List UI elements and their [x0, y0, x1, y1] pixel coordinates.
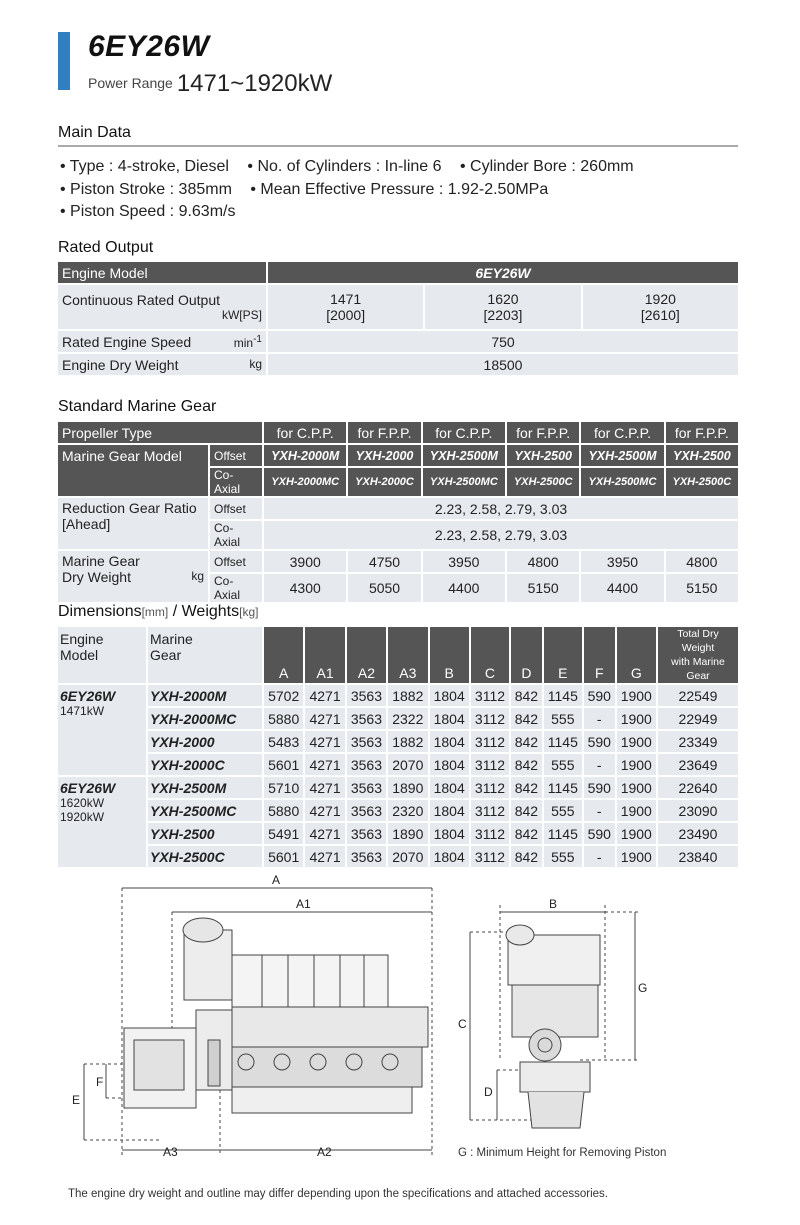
dimension-value: 2320	[388, 800, 427, 821]
col-header: G	[617, 627, 656, 683]
dry-weight-value: 5150	[507, 574, 579, 602]
dimension-value: 3563	[347, 685, 386, 706]
dimension-value: 3563	[347, 754, 386, 775]
dimension-value: 3112	[471, 846, 509, 867]
dimension-value: 1804	[430, 731, 469, 752]
dimension-value: 4271	[305, 685, 344, 706]
dimension-value: 842	[511, 754, 542, 775]
coaxial-label: Co-Axial	[210, 574, 262, 602]
coaxial-label: Co-Axial	[210, 468, 262, 496]
offset-label: Offset	[210, 498, 262, 519]
dimension-value: 4271	[305, 754, 344, 775]
gear-model: YXH-2500	[507, 445, 579, 466]
rated-output-title: Rated Output	[58, 239, 154, 256]
gear-cell: YXH-2500MC	[148, 800, 262, 821]
dimension-value: 3563	[347, 846, 386, 867]
dry-weight-value: 5150	[666, 574, 738, 602]
ratio-coaxial: 2.23, 2.58, 2.79, 3.03	[264, 521, 738, 549]
dimension-value: -	[584, 754, 615, 775]
dry-weight-text: Dry Weight	[62, 569, 131, 585]
dimension-value: 3112	[471, 754, 509, 775]
dry-weight-label: Marine Gear	[62, 553, 140, 569]
col-engine-line: Engine	[60, 631, 104, 647]
dimension-value: 5483	[264, 731, 303, 752]
dimension-value: 1804	[430, 754, 469, 775]
dimension-value: 1900	[617, 777, 656, 798]
dimension-value: 2070	[388, 754, 427, 775]
dimension-value: 590	[584, 731, 615, 752]
dimension-value: 3112	[471, 731, 509, 752]
dry-weight-value: 3900	[264, 551, 346, 572]
dimension-value: 842	[511, 708, 542, 729]
gear-model: YXH-2500MC	[581, 468, 663, 496]
dim-label-f: F	[96, 1075, 104, 1089]
total-weight-value: 23090	[658, 800, 738, 821]
diagram-caption: G : Minimum Height for Removing Piston	[458, 1147, 667, 1159]
prop-type: for F.P.P.	[348, 422, 420, 443]
col-gear-line: Marine	[150, 631, 193, 647]
gear-model: YXH-2500	[666, 445, 738, 466]
dimension-value: 2322	[388, 708, 427, 729]
total-weight-value: 22640	[658, 777, 738, 798]
dimension-value: 3112	[471, 800, 509, 821]
dimension-value: 1804	[430, 823, 469, 844]
dry-weight-value: 4800	[507, 551, 579, 572]
prop-type: for C.P.P.	[423, 422, 505, 443]
gear-model: YXH-2500M	[423, 445, 505, 466]
dimension-value: 1890	[388, 777, 427, 798]
gear-cell: YXH-2000MC	[148, 708, 262, 729]
col-header: A	[264, 627, 303, 683]
dimension-value: 4271	[305, 777, 344, 798]
dimension-value: 1804	[430, 800, 469, 821]
dimension-value: 3563	[347, 800, 386, 821]
gear-cell: YXH-2500M	[148, 777, 262, 798]
dry-weight-unit: kg	[191, 569, 204, 583]
dimension-value: 842	[511, 731, 542, 752]
dimension-value: 842	[511, 685, 542, 706]
dim-label-c: C	[458, 1017, 467, 1031]
dim-label-a2: A2	[317, 1145, 332, 1159]
dimension-value: 5880	[264, 708, 303, 729]
marine-gear-title: Standard Marine Gear	[58, 398, 217, 415]
dim-label-b: B	[549, 897, 558, 911]
dimension-value: 3112	[471, 777, 509, 798]
dimension-value: 5601	[264, 754, 303, 775]
dimension-value: 1900	[617, 754, 656, 775]
dimension-value: 4271	[305, 708, 344, 729]
spec-stroke: • Piston Stroke : 385mm	[60, 181, 232, 198]
dimension-value: 590	[584, 823, 615, 844]
gear-model: YXH-2500M	[581, 445, 663, 466]
dimension-value: 1804	[430, 708, 469, 729]
dimension-value: 5491	[264, 823, 303, 844]
dry-weight-value: 5050	[348, 574, 420, 602]
gear-model: YXH-2000C	[348, 468, 420, 496]
dimension-value: 5702	[264, 685, 303, 706]
cont-output-ps: [2000]	[326, 307, 366, 323]
title-separator: /	[168, 603, 182, 620]
speed-label: Rated Engine Speed	[62, 333, 192, 350]
dimensions-title-text: Dimensions	[58, 603, 142, 620]
spec-type: • Type : 4-stroke, Diesel	[60, 158, 229, 175]
prop-type-label: Propeller Type	[58, 422, 262, 443]
col-header: B	[430, 627, 469, 683]
ratio-label: Reduction Gear Ratio	[62, 500, 197, 516]
dimension-value: 1890	[388, 823, 427, 844]
dry-weight-value: 4300	[264, 574, 346, 602]
engine-power: 1620kW	[60, 796, 105, 810]
dimension-value: 1145	[544, 731, 582, 752]
dimension-value: 1804	[430, 685, 469, 706]
col-header: A1	[305, 627, 344, 683]
dimension-value: 1900	[617, 731, 656, 752]
dimension-value: 1900	[617, 846, 656, 867]
dimension-value: 842	[511, 777, 542, 798]
cont-output-kw: 1620	[487, 291, 519, 307]
main-data-title: Main Data	[58, 124, 131, 141]
gear-model: YXH-2500C	[666, 468, 738, 496]
speed-unit-base: min	[233, 335, 254, 350]
engine-model: 6EY26W	[60, 688, 116, 704]
offset-label: Offset	[210, 551, 262, 572]
dimension-value: 1900	[617, 708, 656, 729]
dim-label-a: A	[272, 873, 281, 887]
dimension-value: -	[584, 708, 615, 729]
rated-header-value: 6EY26W	[268, 262, 738, 283]
engine-power: 1920kW	[60, 810, 105, 824]
dimension-value: 3112	[471, 708, 509, 729]
dry-weight-value: 3950	[581, 551, 663, 572]
spec-piston-speed: • Piston Speed : 9.63m/s	[60, 203, 235, 220]
weights-unit: [kg]	[239, 605, 259, 619]
col-total-line: Total Dry Weight	[677, 628, 719, 654]
dimension-value: 3112	[471, 685, 509, 706]
ratio-offset: 2.23, 2.58, 2.79, 3.03	[264, 498, 738, 519]
col-header: A2	[347, 627, 386, 683]
dimension-value: 842	[511, 800, 542, 821]
dimension-value: 3112	[471, 823, 509, 844]
gear-model: YXH-2000	[348, 445, 420, 466]
dimension-value: -	[584, 800, 615, 821]
cont-output-ps: [2610]	[640, 307, 680, 323]
ratio-label-ahead: [Ahead]	[62, 516, 111, 532]
gear-model: YXH-2500MC	[423, 468, 505, 496]
dimension-value: 3563	[347, 777, 386, 798]
dimension-value: 5880	[264, 800, 303, 821]
dimension-value: -	[584, 846, 615, 867]
dim-label-a1: A1	[296, 897, 311, 911]
dim-label-g: G	[638, 981, 648, 995]
total-weight-value: 22949	[658, 708, 738, 729]
dimension-value: 3563	[347, 823, 386, 844]
dimension-value: 4271	[305, 731, 344, 752]
gear-model: YXH-2500C	[507, 468, 579, 496]
col-header: F	[584, 627, 615, 683]
dimension-value: 1145	[544, 777, 582, 798]
engine-model: 6EY26W	[60, 780, 116, 796]
gear-cell: YXH-2000	[148, 731, 262, 752]
dimension-value: 3563	[347, 731, 386, 752]
dim-label-a3: A3	[163, 1145, 178, 1159]
page-title: 6EY26W	[88, 30, 210, 63]
weights-title-text: Weights	[181, 603, 240, 620]
cont-output-label: Continuous Rated Output	[62, 292, 220, 308]
dimension-value: 5601	[264, 846, 303, 867]
col-total-line: with Marine Gear	[671, 656, 725, 682]
cont-output-kw: 1920	[644, 291, 676, 307]
dimension-value: 1804	[430, 846, 469, 867]
power-range-value: 1471~1920kW	[176, 70, 333, 97]
prop-type: for F.P.P.	[666, 422, 738, 443]
rated-header-label: Engine Model	[58, 262, 266, 283]
gear-model-label: Marine Gear Model	[58, 445, 208, 496]
dimension-value: 4271	[305, 846, 344, 867]
dimension-value: 842	[511, 823, 542, 844]
dimension-value: 555	[544, 800, 582, 821]
spec-cylinders: • No. of Cylinders : In-line 6	[247, 158, 441, 175]
dim-label-e: E	[72, 1093, 81, 1107]
col-engine-line: Model	[60, 647, 99, 663]
dimension-value: 1900	[617, 800, 656, 821]
gear-cell: YXH-2500	[148, 823, 262, 844]
total-weight-value: 23649	[658, 754, 738, 775]
dimension-value: 1900	[617, 685, 656, 706]
col-header: D	[511, 627, 542, 683]
weight-unit: kg	[249, 356, 262, 371]
dimension-value: 5710	[264, 777, 303, 798]
dim-label-d: D	[484, 1085, 493, 1099]
gear-cell: YXH-2000C	[148, 754, 262, 775]
offset-label: Offset	[210, 445, 262, 466]
prop-type: for C.P.P.	[264, 422, 346, 443]
dimension-value: 555	[544, 754, 582, 775]
dimension-value: 590	[584, 777, 615, 798]
col-header: C	[471, 627, 509, 683]
total-weight-value: 23490	[658, 823, 738, 844]
weight-label: Engine Dry Weight	[62, 356, 179, 373]
dimension-value: 555	[544, 846, 582, 867]
dimension-value: 1882	[388, 685, 427, 706]
col-header: A3	[388, 627, 427, 683]
dry-weight-value: 4400	[423, 574, 505, 602]
dimension-value: 1804	[430, 777, 469, 798]
col-header: E	[544, 627, 582, 683]
col-gear-line: Gear	[150, 647, 182, 663]
gear-model: YXH-2000MC	[264, 468, 346, 496]
speed-unit-sup: -1	[253, 333, 262, 345]
dimensions-unit: [mm]	[141, 605, 169, 619]
dimension-value: 1900	[617, 823, 656, 844]
total-weight-value: 23349	[658, 731, 738, 752]
total-weight-value: 23840	[658, 846, 738, 867]
dimension-value: 2070	[388, 846, 427, 867]
dry-weight-value: 4800	[666, 551, 738, 572]
cont-output-unit: kW[PS]	[221, 308, 262, 322]
dimension-value: 1145	[544, 685, 582, 706]
dimension-value: 842	[511, 846, 542, 867]
dry-weight-value: 3950	[423, 551, 505, 572]
dimension-value: 1145	[544, 823, 582, 844]
power-range-label: Power Range	[88, 75, 173, 91]
cont-output-kw: 1471	[330, 291, 362, 307]
footer-note: The engine dry weight and outline may differ depending upon the specifications and attached accessories.	[68, 1188, 609, 1200]
coaxial-label: Co-Axial	[210, 521, 262, 549]
spec-bore: • Cylinder Bore : 260mm	[460, 158, 634, 175]
gear-cell: YXH-2000M	[148, 685, 262, 706]
prop-type: for C.P.P.	[581, 422, 663, 443]
total-weight-value: 22549	[658, 685, 738, 706]
dimension-value: 1882	[388, 731, 427, 752]
prop-type: for F.P.P.	[507, 422, 579, 443]
dimension-value: 4271	[305, 800, 344, 821]
gear-model: YXH-2000M	[264, 445, 346, 466]
gear-cell: YXH-2500C	[148, 846, 262, 867]
weight-value: 18500	[268, 354, 738, 375]
dry-weight-value: 4400	[581, 574, 663, 602]
dry-weight-value: 4750	[348, 551, 420, 572]
dimension-value: 590	[584, 685, 615, 706]
dimension-value: 3563	[347, 708, 386, 729]
dimension-value: 4271	[305, 823, 344, 844]
spec-mep: • Mean Effective Pressure : 1.92-2.50MPa	[250, 181, 548, 198]
engine-power: 1471kW	[60, 704, 105, 718]
dimension-value: 555	[544, 708, 582, 729]
cont-output-ps: [2203]	[483, 307, 523, 323]
speed-value: 750	[268, 331, 738, 352]
